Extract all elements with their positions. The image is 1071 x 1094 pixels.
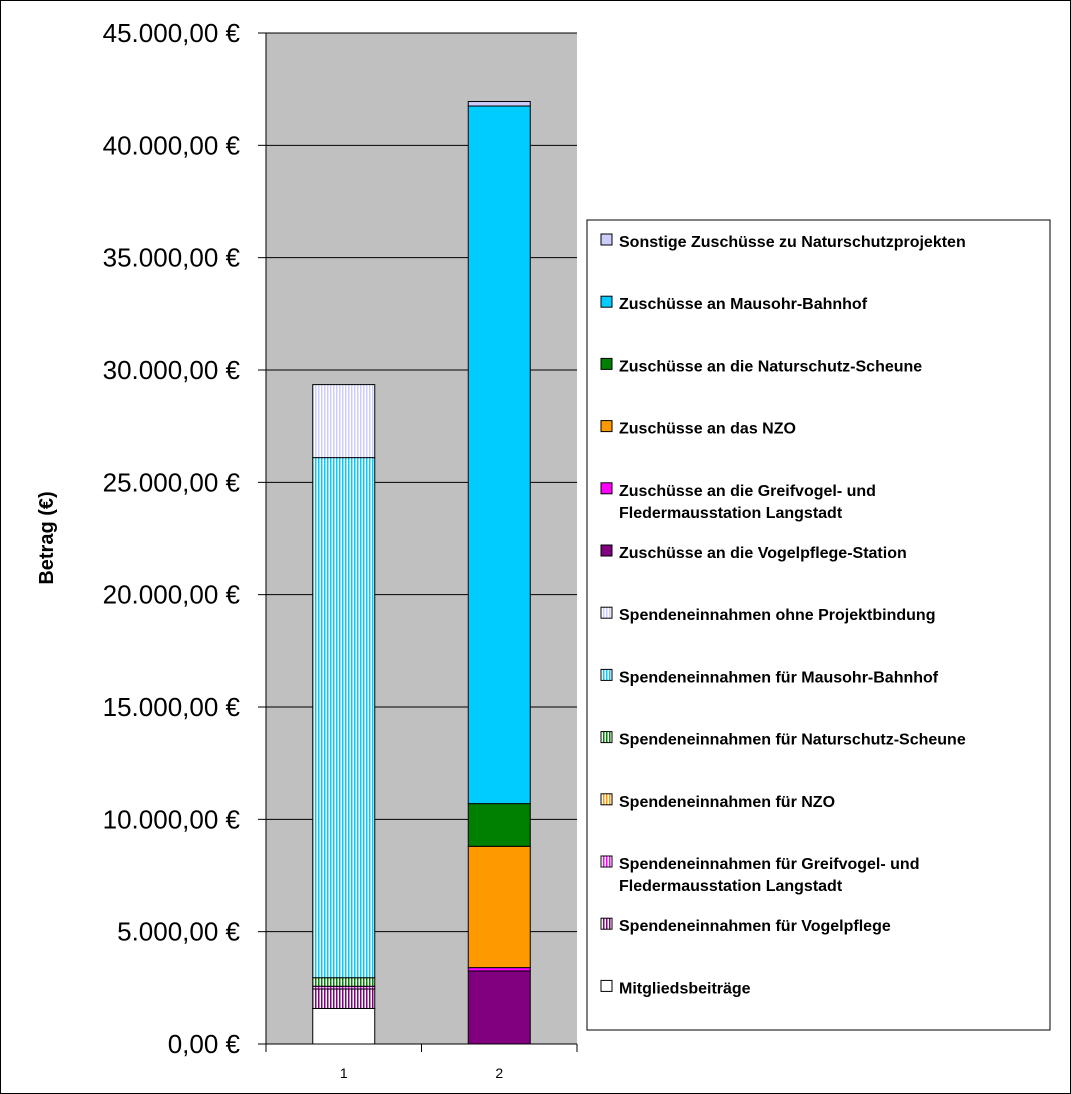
legend-label: Spendeneinnahmen für Naturschutz-Scheune bbox=[619, 731, 966, 749]
legend-label: Spendeneinnahmen für Mausohr-Bahnhof bbox=[619, 669, 939, 687]
bar-segment bbox=[313, 1009, 375, 1044]
y-tick-label: 40.000,00 € bbox=[102, 130, 240, 161]
y-tick-label: 45.000,00 € bbox=[102, 18, 240, 48]
legend-swatch bbox=[601, 296, 612, 307]
legend-label: Zuschüsse an Mausohr-Bahnhof bbox=[619, 296, 868, 314]
legend-swatch bbox=[601, 607, 612, 618]
legend-label: Spendeneinnahmen ohne Projektbindung bbox=[619, 607, 936, 625]
legend-swatch bbox=[601, 669, 612, 680]
bar-segment bbox=[468, 846, 530, 967]
legend-label: Zuschüsse an die Vogelpflege-Station bbox=[619, 545, 907, 562]
y-tick-label: 35.000,00 € bbox=[102, 242, 240, 273]
legend bbox=[587, 220, 1050, 1030]
legend-swatch bbox=[601, 980, 612, 991]
legend-label: Spendeneinnahmen für NZO bbox=[619, 793, 836, 811]
legend-swatch bbox=[601, 918, 612, 929]
legend-swatch bbox=[601, 794, 612, 805]
legend-label: Fledermausstation Langstadt bbox=[619, 878, 843, 895]
bar-segment bbox=[313, 385, 375, 458]
bar-segment bbox=[313, 458, 375, 978]
y-tick-label: 5.000,00 € bbox=[117, 916, 240, 947]
y-axis-label: Betrag (€) bbox=[36, 491, 58, 585]
legend-label: Fledermausstation Langstadt bbox=[619, 504, 843, 522]
x-tick-labels bbox=[340, 1065, 504, 1081]
bar-segment bbox=[468, 971, 530, 1044]
legend-swatch bbox=[601, 545, 612, 556]
bar-segment bbox=[468, 106, 530, 804]
legend-box bbox=[587, 220, 1050, 1030]
legend-swatch bbox=[601, 358, 612, 369]
y-tick-label: 30.000,00 € bbox=[102, 355, 240, 385]
y-tick-labels bbox=[103, 18, 241, 1059]
bar-segment bbox=[313, 989, 375, 1009]
legend-label: Spendeneinnahmen für Greifvogel- und bbox=[619, 856, 920, 873]
legend-swatch bbox=[601, 856, 612, 867]
bar-segment bbox=[468, 102, 530, 106]
x-tick-label: 2 bbox=[495, 1065, 504, 1081]
y-tick-label: 10.000,00 € bbox=[102, 804, 240, 835]
legend-label: Sonstige Zuschüsse zu Naturschutzprojekten bbox=[619, 234, 966, 251]
legend-label: Spendeneinnahmen für Vogelpflege bbox=[619, 918, 891, 936]
legend-swatch bbox=[601, 483, 612, 494]
legend-swatch bbox=[601, 421, 612, 432]
legend-label: Zuschüsse an das NZO bbox=[619, 420, 796, 438]
legend-label: Zuschüsse an die Naturschutz-Scheune bbox=[619, 358, 923, 376]
y-tick-label: 25.000,00 € bbox=[102, 467, 240, 498]
legend-swatch bbox=[601, 234, 612, 245]
x-tick-label: 1 bbox=[339, 1065, 348, 1081]
y-tick-label: 15.000,00 € bbox=[102, 692, 240, 722]
legend-label: Zuschüsse an die Greifvogel- und bbox=[619, 482, 876, 500]
bar-segment bbox=[313, 978, 375, 987]
y-tick-label: 20.000,00 € bbox=[102, 579, 240, 610]
bar-segment bbox=[468, 804, 530, 847]
y-tick-label: 0,00 € bbox=[167, 1029, 240, 1059]
legend-swatch bbox=[601, 732, 612, 743]
bar-segment bbox=[468, 968, 530, 971]
legend-label: Mitgliedsbeiträge bbox=[619, 980, 751, 998]
